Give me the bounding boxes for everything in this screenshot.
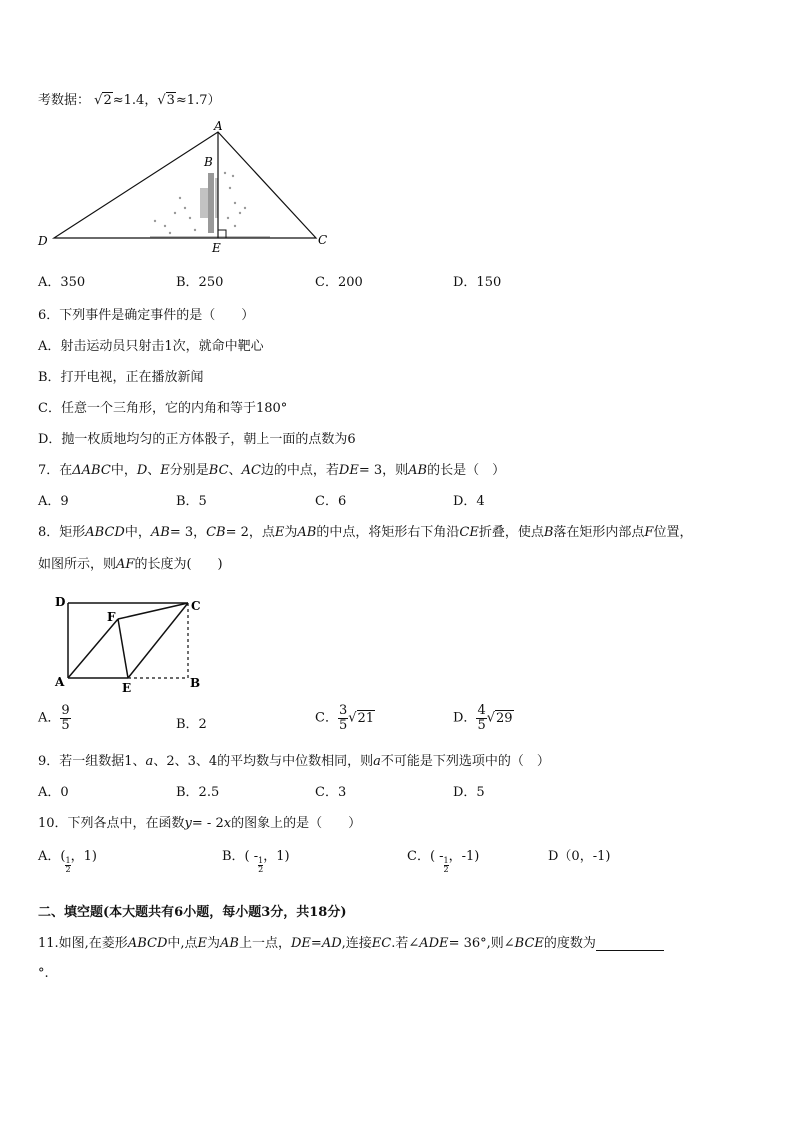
q8-d-den: 5 bbox=[477, 717, 486, 733]
q8-stem-line2 bbox=[38, 553, 223, 572]
q8-a-frac bbox=[60, 704, 70, 732]
q8-c-frac bbox=[338, 704, 348, 732]
q8-p3: = 3， bbox=[169, 525, 207, 540]
q11-ec: EC bbox=[371, 936, 392, 951]
q8-a-num: 9 bbox=[61, 703, 70, 718]
q9-a: a bbox=[145, 754, 154, 769]
q10-option-c bbox=[407, 845, 479, 874]
q11-ab: AB bbox=[220, 936, 239, 951]
q10-a-den: 2 bbox=[65, 865, 71, 874]
q9-a2: a bbox=[373, 754, 381, 769]
q7-stem bbox=[38, 459, 505, 478]
q10-option-a bbox=[38, 845, 97, 874]
q7-p6: 边的中点，若 bbox=[260, 463, 339, 478]
q10-b-post: ，1) bbox=[263, 849, 290, 864]
q9-p1: 9．若一组数据1、 bbox=[38, 754, 146, 769]
q11-p2: 中,点 bbox=[167, 936, 198, 951]
q8-p5: 为 bbox=[284, 525, 298, 540]
q8-option-d bbox=[453, 704, 514, 732]
q5-option-d: D．150 bbox=[453, 275, 502, 290]
q11-bce: BCE bbox=[514, 936, 544, 951]
q8-f: F bbox=[644, 525, 654, 540]
label2-b: B bbox=[190, 676, 201, 690]
label-b: B bbox=[204, 155, 213, 169]
label2-c: C bbox=[191, 599, 201, 613]
q9-stem bbox=[38, 750, 550, 769]
q11-p3: 为 bbox=[207, 936, 221, 951]
q8-c-rad: 21 bbox=[357, 710, 375, 726]
q7-bc: BC bbox=[208, 463, 229, 478]
q5-option-b: B．250 bbox=[176, 275, 224, 290]
q8-abcd: ABCD bbox=[85, 525, 125, 540]
q8-p2: 中， bbox=[124, 525, 151, 540]
sqrt-symbol: √ bbox=[348, 710, 357, 726]
q10-p3: 的图象上的是（ ） bbox=[231, 816, 362, 831]
q10-option-d: D（0，-1) bbox=[548, 849, 611, 864]
q8-p1: 8．矩形 bbox=[38, 525, 86, 540]
q8-option-c bbox=[315, 704, 375, 732]
q10-option-b bbox=[222, 845, 290, 874]
figure-rectangle-fold bbox=[48, 590, 218, 700]
ref-sep: ， bbox=[144, 93, 158, 108]
q6-stem: 6．下列事件是确定事件的是（ ） bbox=[38, 308, 255, 323]
q10-x: x bbox=[223, 816, 232, 831]
q8-p9: 位置， bbox=[653, 525, 693, 540]
q10-a-num: 1 bbox=[65, 856, 71, 865]
reference-data-line bbox=[38, 89, 221, 108]
q10-a-pre: A．( bbox=[38, 849, 66, 864]
ref-close: ） bbox=[207, 93, 221, 108]
q8-d-label: D． bbox=[453, 710, 477, 726]
q10-b-num: 1 bbox=[258, 856, 264, 865]
q8-p6: 的中点，将矩形右下角沿 bbox=[316, 525, 460, 540]
q11-p5: = bbox=[310, 936, 322, 951]
q5-option-c: C．200 bbox=[315, 275, 363, 290]
q8-option-a bbox=[38, 704, 71, 732]
q7-option-a: A．9 bbox=[38, 494, 69, 509]
label-c: C bbox=[318, 233, 328, 247]
q9-p3: 不可能是下列选项中的（ ） bbox=[380, 754, 550, 769]
ref-approx3: ≈1.7 bbox=[175, 93, 208, 108]
q11-stem bbox=[38, 932, 664, 951]
q11-p7: .若∠ bbox=[391, 936, 420, 951]
q9-option-c: C．3 bbox=[315, 785, 347, 800]
q10-b-pre: B．( - bbox=[222, 849, 259, 864]
q7-e: E bbox=[160, 463, 170, 478]
q8-p4: = 2，点 bbox=[225, 525, 275, 540]
q8-a-label: A． bbox=[38, 710, 61, 726]
q8-p8: 落在矩形内部点 bbox=[553, 525, 645, 540]
q5-option-a: A．350 bbox=[38, 275, 86, 290]
q8-ab2: AB bbox=[297, 525, 317, 540]
segment-af bbox=[68, 619, 118, 678]
q11-de: DE bbox=[291, 936, 311, 951]
q9-p2: 、2、3、4的平均数与中位数相同，则 bbox=[153, 754, 374, 769]
q11-p6: ,连接 bbox=[341, 936, 372, 951]
label-d: D bbox=[38, 234, 48, 248]
q8-l2b: 的长度为( ) bbox=[134, 557, 223, 572]
q7-p8: 的长是（ ） bbox=[427, 463, 506, 478]
q11-p8: = 36°,则∠ bbox=[448, 936, 515, 951]
q6-option-b: B．打开电视，正在播放新闻 bbox=[38, 370, 204, 385]
label2-a: A bbox=[55, 675, 65, 689]
q8-p7: 折叠，使点 bbox=[478, 525, 544, 540]
q6-option-c: C．任意一个三角形，它的内角和等于180° bbox=[38, 401, 288, 416]
ref-sqrt3: 3 bbox=[166, 93, 175, 108]
label2-e: E bbox=[122, 681, 132, 695]
q8-ab: AB bbox=[150, 525, 170, 540]
q7-ac: AC bbox=[241, 463, 261, 478]
q11-abcd: ABCD bbox=[127, 936, 168, 951]
label-a: A bbox=[214, 119, 223, 133]
q7-de: DE bbox=[338, 463, 359, 478]
q7-p3: 、 bbox=[147, 463, 161, 478]
ref-prefix: 考数据： bbox=[38, 93, 91, 108]
q10-c-den: 2 bbox=[443, 865, 449, 874]
q7-option-b: B．5 bbox=[176, 494, 207, 509]
sqrt-symbol: √ bbox=[486, 710, 496, 726]
q7-p4: 分别是 bbox=[169, 463, 209, 478]
q7-option-c: C．6 bbox=[315, 494, 347, 509]
q7-tri: ΔABC bbox=[72, 463, 111, 478]
q11-ad: AD bbox=[321, 936, 342, 951]
q10-a-post: ，1) bbox=[70, 849, 97, 864]
q6-option-a: A．射击运动员只射击1次，就命中靶心 bbox=[38, 339, 264, 354]
q8-option-b: B．2 bbox=[176, 717, 207, 732]
q8-b: B bbox=[543, 525, 554, 540]
q8-a-den: 5 bbox=[61, 717, 70, 733]
q10-func: y bbox=[184, 816, 192, 831]
q11-ade: ADE bbox=[419, 936, 449, 951]
figure-triangle-adc bbox=[30, 118, 340, 258]
q8-cb: CB bbox=[206, 525, 226, 540]
q7-p7: = 3，则 bbox=[358, 463, 409, 478]
q11-p1: 11.如图,在菱形 bbox=[38, 936, 128, 951]
q10-c-post: ，-1) bbox=[448, 849, 480, 864]
ref-sqrt2: 2 bbox=[103, 93, 112, 108]
sqrt-symbol: √ bbox=[157, 93, 166, 108]
q11-answer-blank bbox=[596, 938, 664, 951]
q7-p5: 、 bbox=[228, 463, 242, 478]
label-e: E bbox=[212, 241, 221, 255]
q9-option-b: B．2.5 bbox=[176, 785, 220, 800]
figure1-noise bbox=[154, 172, 246, 234]
q8-af: AF bbox=[116, 557, 135, 572]
q7-ab: AB bbox=[408, 463, 428, 478]
sqrt-symbol: √ bbox=[94, 93, 103, 108]
q11-p9: 的度数为 bbox=[543, 936, 596, 951]
q10-p1: 10．下列各点中，在函数 bbox=[38, 816, 185, 831]
q8-d-frac bbox=[476, 704, 486, 732]
q8-l2a: 如图所示，则 bbox=[38, 557, 117, 572]
q8-stem-line1 bbox=[38, 521, 692, 540]
q6-option-d: D．抛一枚质地均匀的正方体骰子，朝上一面的点数为6 bbox=[38, 432, 356, 447]
q10-c-pre: C．( - bbox=[407, 849, 444, 864]
label2-f: F bbox=[107, 610, 116, 624]
q7-p2: 中， bbox=[110, 463, 137, 478]
q10-p2: = - 2 bbox=[191, 816, 224, 831]
q10-b-den: 2 bbox=[258, 865, 264, 874]
q8-c-num: 3 bbox=[338, 703, 348, 718]
q8-d-rad: 29 bbox=[496, 710, 513, 726]
q11-e: E bbox=[197, 936, 208, 951]
q8-c-den: 5 bbox=[338, 717, 348, 733]
q9-option-a: A．0 bbox=[38, 785, 69, 800]
q7-p1: 7．在 bbox=[38, 463, 73, 478]
q10-c-num: 1 bbox=[443, 856, 449, 865]
triangle-adc bbox=[54, 132, 316, 238]
section-2-heading: 二、填空题(本大题共有6小题，每小题3分，共18分) bbox=[38, 905, 347, 920]
q8-c-label: C． bbox=[315, 710, 338, 726]
label2-d: D bbox=[55, 595, 66, 609]
q11-end: °. bbox=[38, 966, 49, 981]
q8-ce: CE bbox=[459, 525, 479, 540]
q11-p4: 上一点， bbox=[238, 936, 291, 951]
q7-d: D bbox=[136, 463, 148, 478]
segment-fe bbox=[118, 619, 128, 678]
ref-approx2: ≈1.4 bbox=[112, 93, 145, 108]
q8-d-num: 4 bbox=[477, 703, 486, 718]
q9-option-d: D．5 bbox=[453, 785, 485, 800]
q8-e: E bbox=[274, 525, 285, 540]
q7-option-d: D．4 bbox=[453, 494, 485, 509]
q10-stem bbox=[38, 812, 361, 831]
